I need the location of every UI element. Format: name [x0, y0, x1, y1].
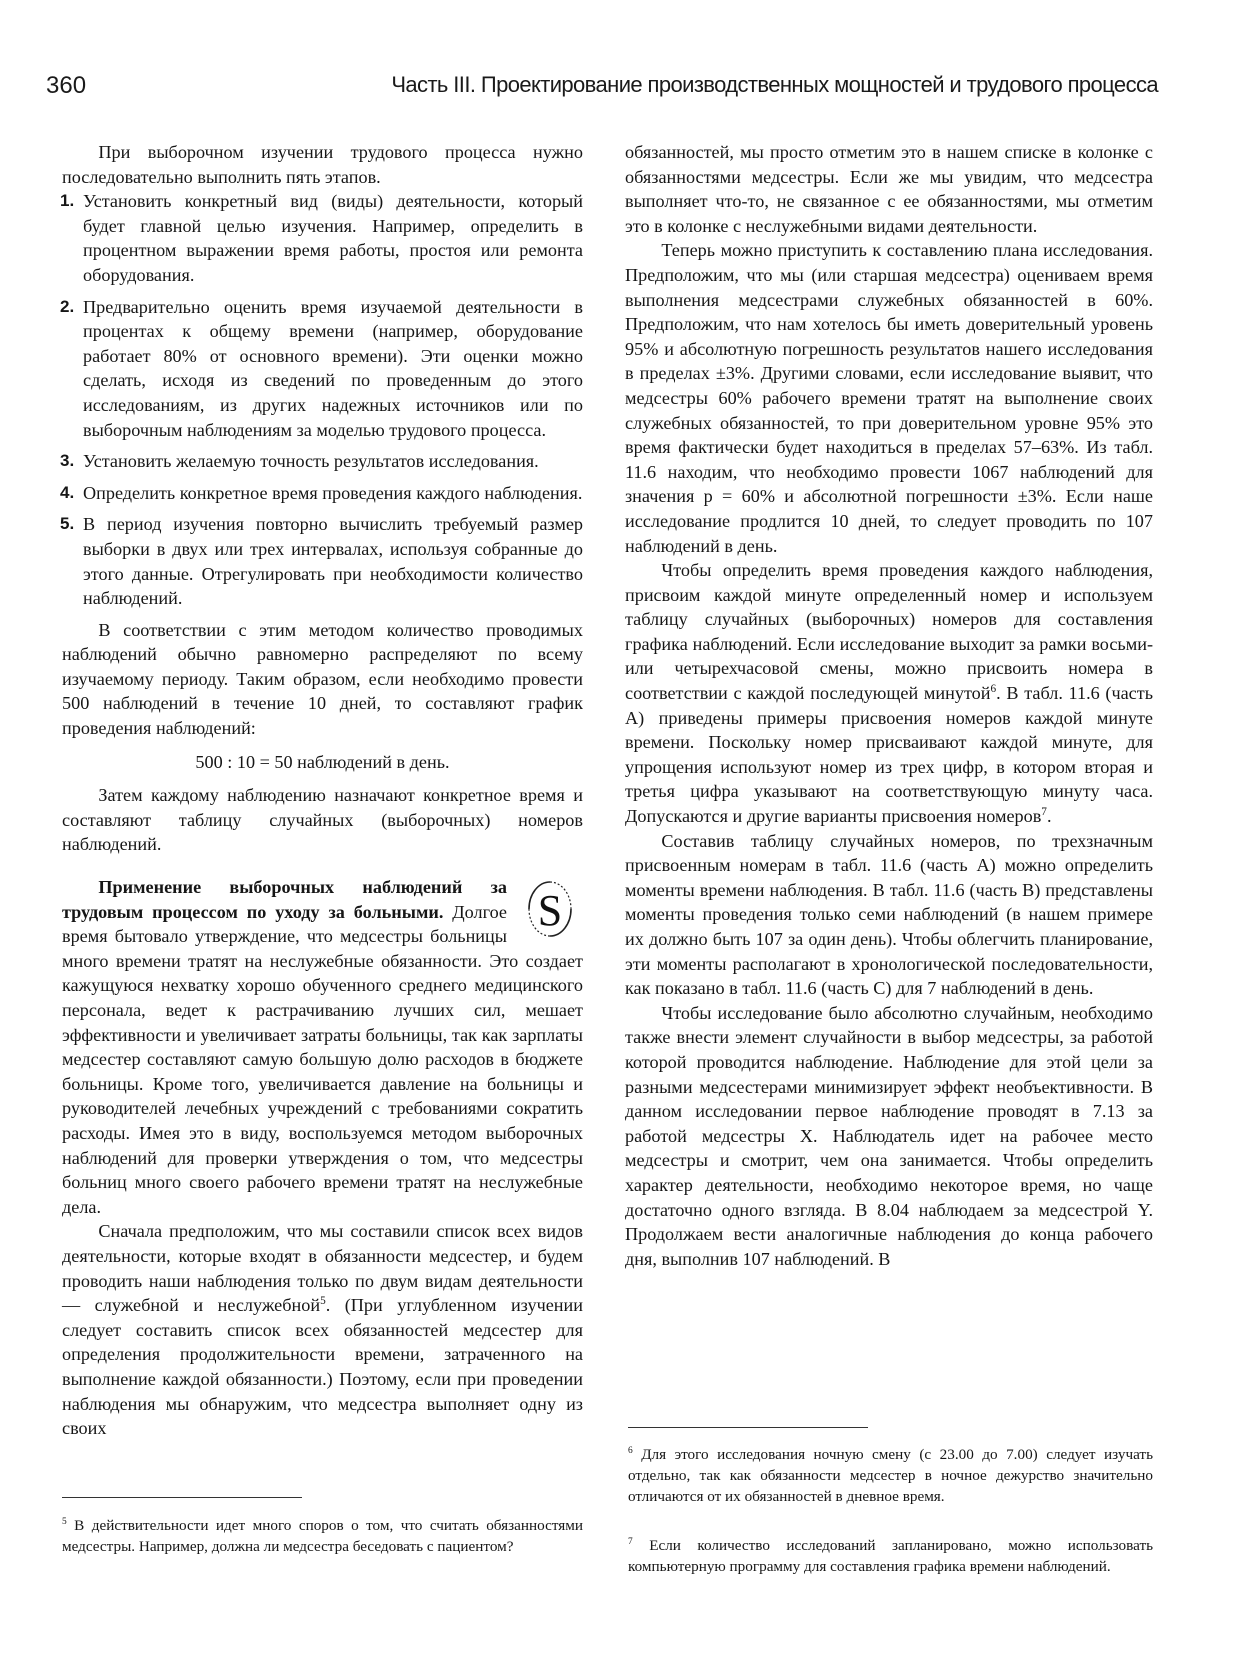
assign-paragraph — [625, 558, 1153, 829]
footnote-7 — [628, 1535, 1153, 1577]
footnote-divider — [628, 1427, 868, 1428]
step-text: Предварительно оценить время изучаемой деятельности в процентах к общему времени (например, оборудование работает 80% от основного времени). Эти оценки можно сделать, исходя из сведений по проведенным до этого исследованиям, из других надежных источников или по выборочным наблюдениям за моделью трудового процесса. — [83, 296, 583, 440]
right-column — [625, 140, 1153, 1271]
then-paragraph: Затем каждому наблюдению назначают конкретное время и составляют таблицу случайных (выборочных) номеров наблюдений. — [62, 785, 583, 855]
footnote-text: Для этого исследования ночную смену (с 23.00 до 7.00) следует изучать отдельно, так как обязанности медсестер в ночное дежурство значительно отличаются от их обязанностей в дневное время. — [628, 1446, 1153, 1505]
step-text: В период изучения повторно вычислить требуемый размер выборки в двух или трех интервалах, используя собранные до этого данные. Отрегулировать при необходимости количество наблюдений. — [83, 514, 583, 609]
list-item — [62, 295, 583, 443]
footnote-ref: 6 — [990, 683, 997, 695]
step-text: Установить желаемую точность результатов исследования. — [83, 451, 539, 472]
footnote-number: 6 — [628, 1445, 633, 1456]
list-item — [62, 449, 583, 474]
list-item — [62, 481, 583, 506]
service-s-icon — [517, 877, 583, 941]
page-header — [46, 72, 1158, 112]
case-study — [62, 875, 583, 1219]
plan-paragraph: Теперь можно приступить к составлению плана исследования. Предположим, что мы (или старшая медсестра) оцениваем время выполнения медсестрами служебных обязанностей в 60%. Предположим, что нам хотелось бы иметь доверительный уровень 95% и абсолютную погрешность результатов нашего исследования в пределах ±3%. Другими словами, если исследование выявит, что медсестры 60% рабочего времени тратят на выполнение своих служебных обязанностей, то при доверительном уровне 95% это время фактически будет находиться в пределах 57–63%. Из табл. 11.6 находим, что необходимо провести 1067 наблюдений для значения p = 60% и абсолютной погрешности ±3%. Если наше исследование продлится 10 дней, то следует проводить по 107 наблюдений в день. — [625, 240, 1153, 556]
footnote-ref: 7 — [1041, 805, 1047, 818]
formula: 500 : 10 = 50 наблюдений в день. — [195, 751, 450, 772]
footnote-number: 7 — [628, 1536, 633, 1547]
logo-letter: S — [537, 886, 563, 936]
steps-list — [62, 189, 583, 611]
list-item — [62, 189, 583, 287]
step-number: 4. — [60, 482, 75, 502]
paragraph-text: . (При углубленном изучении следует составить список всех обязанностей медсестер для определения продолжительности времени, затраченного на выполнение каждой обязанности.) Поэтому, если при проведении наблюдения мы обнаружим, что медсестра выполняет одну из своих — [62, 1295, 583, 1439]
running-title: Часть III. Проектирование производственных мощностей и трудового процесса — [391, 72, 1158, 97]
footnote-text: Если количество исследований запланировано, можно использовать компьютерную программу для составления графика времени наблюдений. — [628, 1537, 1154, 1575]
footnote-text: В действительности идет много споров о том, что считать обязанностями медсестры. Например, должна ли медсестра беседовать с пациентом? — [62, 1517, 584, 1555]
left-column — [62, 140, 583, 1441]
footnote-ref: 5 — [320, 1295, 326, 1308]
paragraph-text: Сначала предположим, что мы составили список всех видов деятельности, которые входят в обязанности медсестер, и будем проводить наши наблюдения только по двум видам деятельности — служебной и неслужебной — [62, 1221, 583, 1316]
step-number: 3. — [60, 451, 75, 471]
method-paragraph: В соответствии с этим методом количество проводимых наблюдений обычно равномерно распределяют по всему изучаемому периоду. Таким образом, если необходимо провести 500 наблюдений в течение 10 дней, то составляют график проведения наблюдений: — [62, 619, 583, 739]
paragraph-text: . В табл. 11.6 (часть А) приведены примеры присвоения номеров каждой минуте времени. Поскольку номер присваивают каждой минуте, для упрощения используют номер из трех цифр, в котором вторая и третья цифра указывают на соответствующую минуту часа. Допускаются и другие варианты присвоения номеров — [625, 683, 1153, 827]
continued-paragraph: обязанностей, мы просто отметим это в нашем списке в колонке с обязанностями медсестры. Если же мы увидим, что медсестра выполняет что-то, не связанное с ее обязанностями, мы отметим это в колонке с неслужебными видами деятельности. — [625, 142, 1153, 236]
paragraph-text: Чтобы определить время проведения каждого наблюдения, присвоим каждой минуте определенный номер и используем таблицу случайных (выборочных) номеров для составления графика наблюдений. Если исследование выходит за рамки восьми- или четырехчасовой смены, можно присвоить номера в соответствии с каждой последующей минутой — [625, 560, 1153, 704]
case-text: Долгое время бытовало утверждение, что медсестры больницы много времени тратят на неслужебные обязанности. Это создает кажущуюся нехватку хорошо обученного среднего медицинского персонала, ведет к растрачиванию лучших сил, мешает эффективности и увеличивает затраты больницы, так как зарплаты медсестер составляют самую большую долю расходов в бюджете больницы. Кроме того, увеличивается давление на больницы и руководителей лечебных учреждений с требованиями сократить расходы. Имея это в виду, воспользуемся методом выборочных наблюдений для проверки утверждения о том, что медсестры больниц много своего рабочего времени тратят на неслужебные дела. — [62, 901, 583, 1217]
step-number: 2. — [60, 296, 75, 316]
page-number: 360 — [46, 72, 87, 99]
footnote-6 — [628, 1444, 1153, 1507]
footnote-number: 5 — [62, 1516, 67, 1527]
first-assumption-paragraph — [62, 1219, 583, 1440]
list-item — [62, 512, 583, 610]
case-title: Применение выборочных наблюдений за трудовым процессом по уходу за больными. — [62, 877, 507, 922]
footnote-5 — [62, 1515, 583, 1557]
step-number: 5. — [60, 514, 75, 534]
step-number: 1. — [60, 191, 75, 211]
intro-paragraph: При выборочном изучении трудового процесса нужно последовательно выполнить пять этапов. — [62, 142, 583, 187]
footnote-divider — [62, 1497, 302, 1498]
random-paragraph: Чтобы исследование было абсолютно случайным, необходимо также внести элемент случайности в выбор медсестры, за работой которой проводится наблюдение. Наблюдение для этой цели за разными медсестерами минимизирует эффект необъективности. В данном исследовании первое наблюдение проводят в 7.13 за работой медсестры X. Наблюдатель идет на рабочее место медсестры и смотрит, чем она занимается. Чтобы определить характер деятельности, необходимо некоторое время, но чаще достаточно одного взгляда. В 8.04 наблюдаем за медсестрой Y. Продолжаем вести аналогичные наблюдения до конца рабочего дня, выполнив 107 наблюдений. В — [625, 1002, 1153, 1269]
table-paragraph: Составив таблицу случайных номеров, по трехзначным присвоенным номерам в табл. 11.6 (часть А) можно определить моменты времени наблюдения. В табл. 11.6 (часть В) представлены моменты проведения только семи наблюдений (в нашем примере их должно быть 107 за один день). Чтобы облегчить планирование, эти моменты располагают в хронологической последовательности, как показано в табл. 11.6 (часть С) для 7 наблюдений в день. — [625, 830, 1153, 999]
paragraph-text: . — [1046, 806, 1052, 827]
step-text: Установить конкретный вид (виды) деятельности, который будет главной целью изучения. Например, определить в процентном выражении время работы, простоя или ремонта оборудования. — [83, 191, 583, 285]
step-text: Определить конкретное время проведения каждого наблюдения. — [83, 482, 583, 503]
